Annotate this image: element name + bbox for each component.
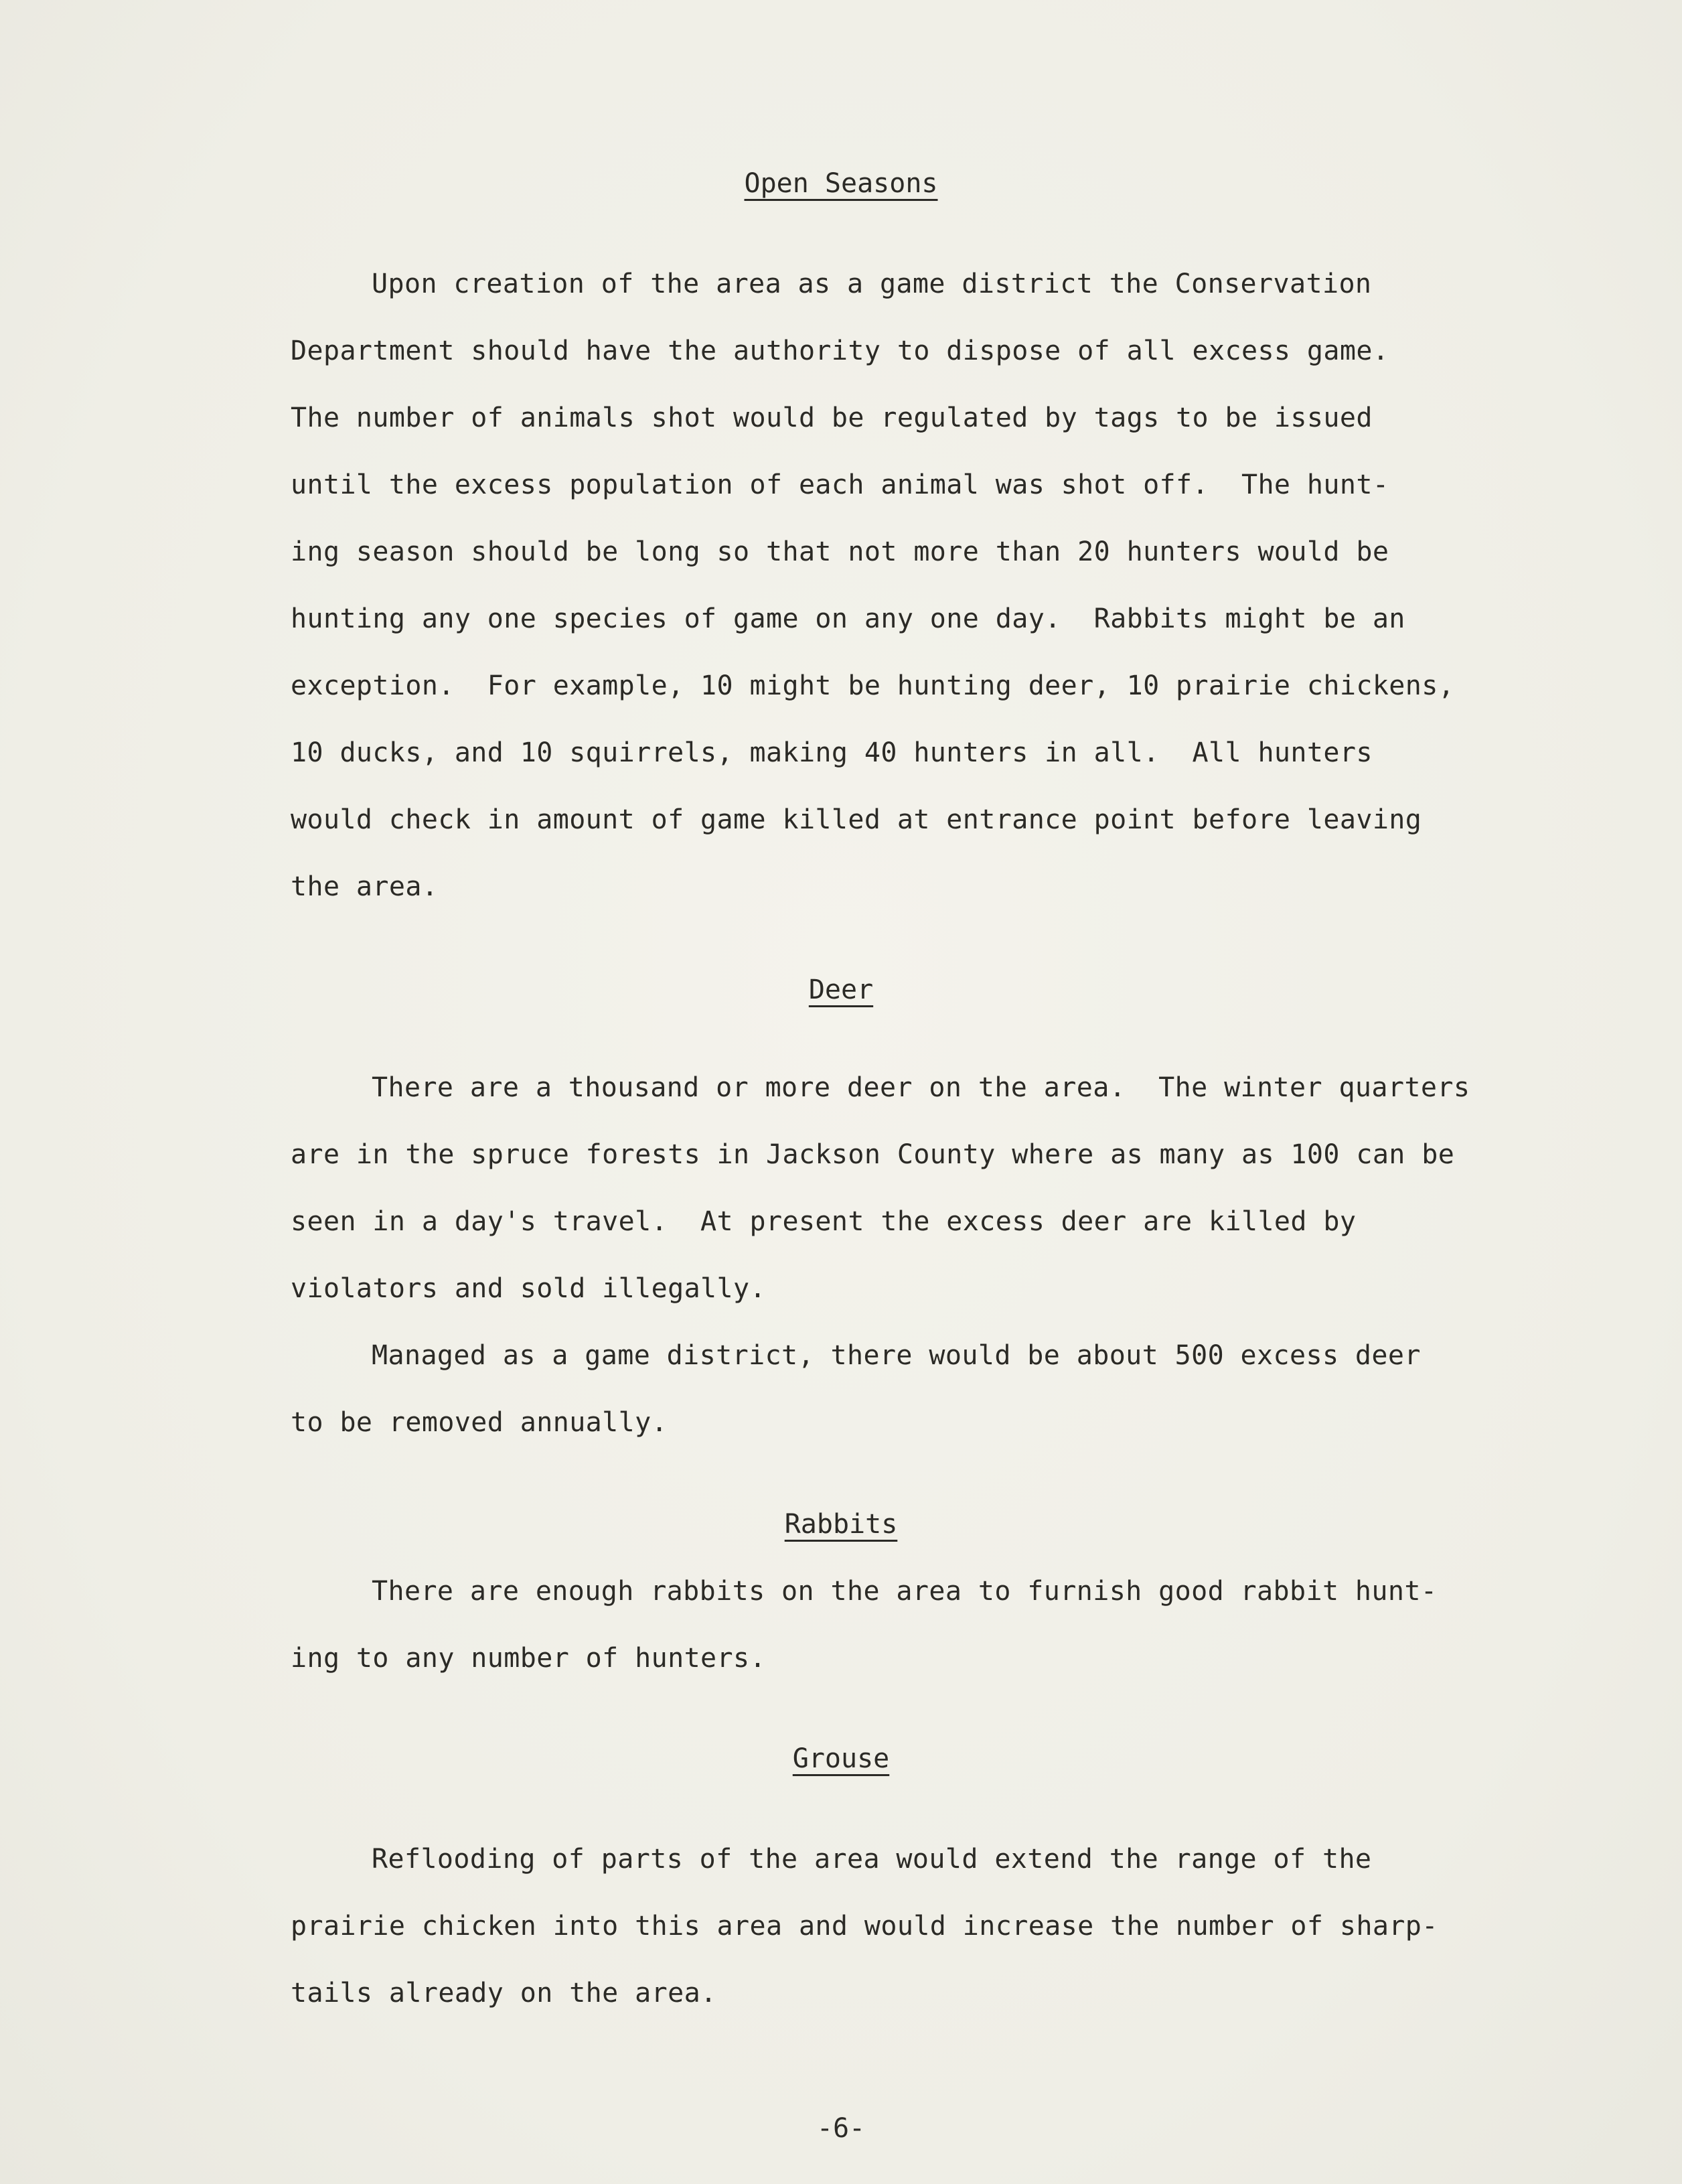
text-line: 10 ducks, and 10 squirrels, making 40 hunters in all. All hunters: [291, 737, 1373, 768]
text-line: ing to any number of hunters.: [291, 1643, 766, 1674]
heading-deer: Deer: [808, 974, 874, 1005]
text-line: Reflooding of parts of the area would extend the range of the: [372, 1844, 1372, 1875]
text-line: exception. For example, 10 might be hunting deer, 10 prairie chickens,: [291, 670, 1455, 701]
text-line: prairie chicken into this area and would increase the number of sharp-: [291, 1911, 1438, 1942]
heading-open-seasons: Open Seasons: [744, 168, 938, 199]
text-line: until the excess population of each animal was shot off. The hunt-: [291, 469, 1389, 500]
text-line: are in the spruce forests in Jackson County where as many as 100 can be: [291, 1139, 1455, 1170]
text-line: Department should have the authority to dispose of all excess game.: [291, 336, 1389, 366]
text-line: There are a thousand or more deer on the area. The winter quarters: [372, 1072, 1470, 1103]
text-line: tails already on the area.: [291, 1978, 717, 2009]
text-line: Managed as a game district, there would be about 500 excess deer: [372, 1340, 1421, 1371]
text-line: hunting any one species of game on any one day. Rabbits might be an: [291, 603, 1405, 634]
text-line: the area.: [291, 871, 439, 902]
text-line: violators and sold illegally.: [291, 1273, 766, 1304]
text-line: ing season should be long so that not more than 20 hunters would be: [291, 536, 1389, 567]
heading-rabbits: Rabbits: [784, 1509, 898, 1540]
text-line: The number of animals shot would be regulated by tags to be issued: [291, 403, 1373, 433]
text-line: seen in a day's travel. At present the excess deer are killed by: [291, 1206, 1357, 1237]
text-line: Upon creation of the area as a game district the Conservation: [372, 269, 1372, 299]
heading-grouse: Grouse: [792, 1743, 890, 1774]
page-number: -6-: [816, 2113, 866, 2144]
text-line: There are enough rabbits on the area to furnish good rabbit hunt-: [372, 1576, 1438, 1607]
text-line: would check in amount of game killed at entrance point before leaving: [291, 804, 1422, 835]
text-line: to be removed annually.: [291, 1407, 668, 1438]
